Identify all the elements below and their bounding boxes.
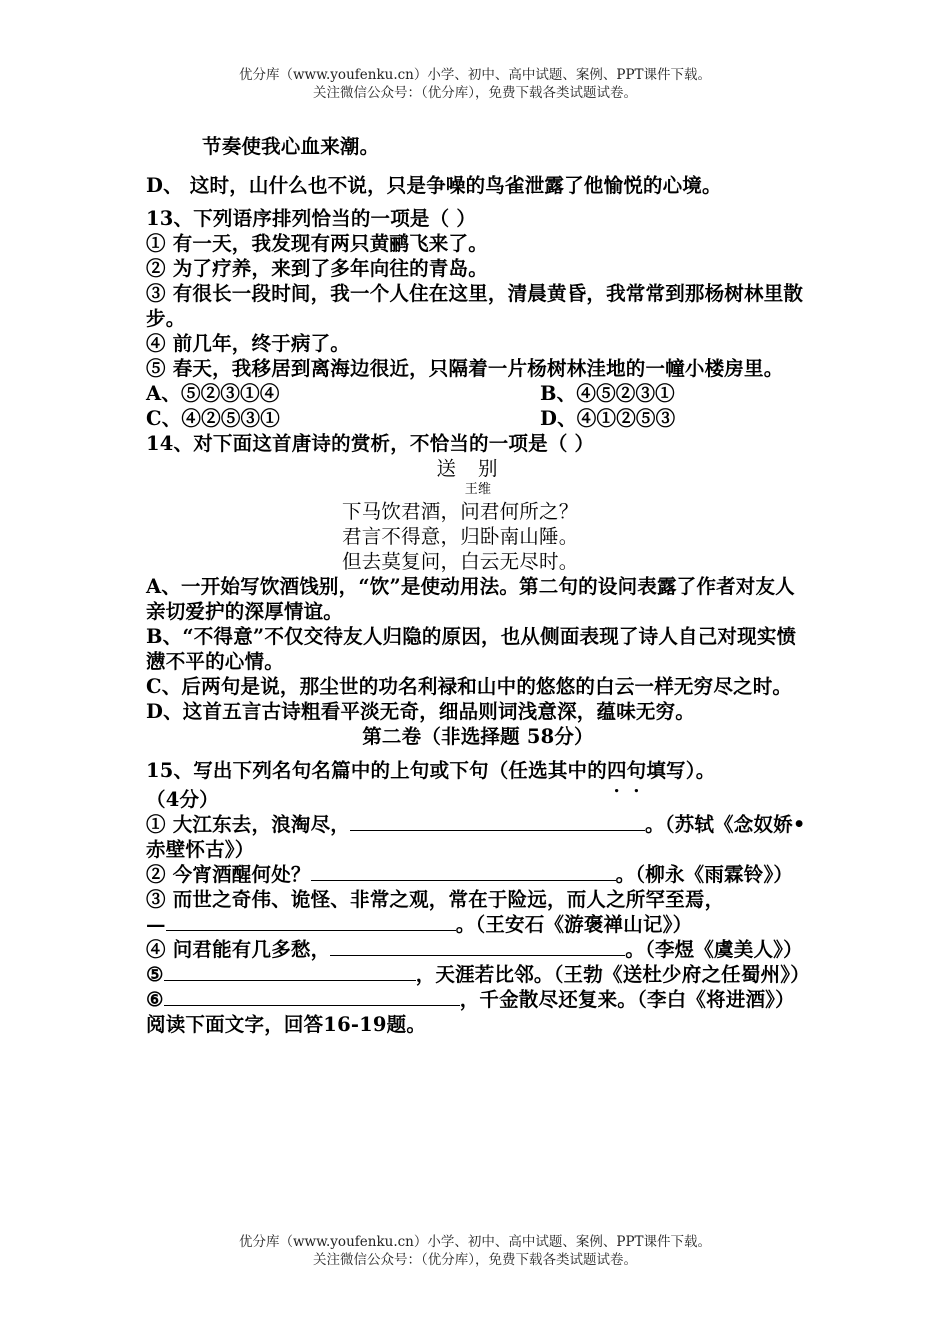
q15-score: （4分） [146, 788, 219, 811]
q13-option-a: A、⑤②③①④ [146, 382, 280, 405]
q13-item-4: ④ 前几年，终于病了。 [146, 332, 350, 355]
q14-option-b: B、“不得意”不仅交待友人归隐的原因，也从侧面表现了诗人自己对现实愤懑不平的心情。 [146, 625, 797, 673]
q15-item-1-pre: ① 大江东去，浪淘尽， [146, 813, 350, 836]
q15-item-6-post: ，千金散尽还复来。（李白《将进酒》） [459, 988, 795, 1011]
exam-content [146, 134, 810, 1037]
q12-option-d: D、 这时，山什么也不说，只是争噪的鸟雀泄露了他愉悦的心境。 [146, 174, 722, 197]
q15-item-4-post: 。（李煜《虞美人》） [625, 938, 803, 961]
poem-line-1: 下马饮君酒，问君何所之？ [342, 500, 579, 523]
answer-blank-4[interactable] [330, 937, 625, 956]
q13-option-c: C、④②⑤③① [146, 407, 280, 430]
q13-options-row-2 [146, 406, 810, 431]
answer-blank-1[interactable] [350, 812, 645, 831]
q15-item-2 [146, 862, 810, 887]
q15-item-3-line-1: ③ 而世之奇伟、诡怪、非常之观，常在于险远，而人之所罕至焉， [146, 888, 725, 911]
poem-line-2: 君言不得意，归卧南山陲。 [342, 525, 579, 548]
header-line-2: 关注微信公众号：（优分库），免费下载各类试题试卷。 [313, 85, 637, 101]
page-header [0, 66, 950, 102]
q15-item-6 [146, 987, 810, 1012]
q13-options-row-1 [146, 381, 810, 406]
poem-author: 王维 [464, 482, 492, 497]
q12-tail: 节奏使我心血来潮。 [202, 135, 380, 158]
q13-item-2: ② 为了疗养，来到了多年向往的青岛。 [146, 257, 488, 280]
q15-item-2-post: 。（柳永《雨霖铃》） [615, 863, 794, 886]
footer-line-1: 优分库（www.youfenku.cn）小学、初中、高中试题、案例、PPT课件下载。 [238, 1234, 712, 1250]
page-footer [0, 1233, 950, 1269]
q13-stem: 13、下列语序排列恰当的一项是（ ） [146, 207, 477, 230]
q13-option-d: D、④①②⑤③ [540, 407, 676, 430]
q15-item-1 [146, 812, 810, 862]
q15-item-2-pre: ② 今宵酒醒何处？ [146, 863, 311, 886]
q15-item-5 [146, 962, 810, 987]
q15-item-5-pre: ⑤ [146, 963, 164, 986]
q15-stem-emph-1: 四 [606, 759, 627, 782]
footer-line-2: 关注微信公众号：（优分库），免费下载各类试题试卷。 [313, 1252, 637, 1268]
q14-option-a: A、一开始写饮酒饯别，“饮”是使动用法。第二句的设问表露了作者对友人亲切爱护的深厚情谊。 [146, 575, 795, 623]
header-line-1: 优分库（www.youfenku.cn）小学、初中、高中试题、案例、PPT课件下载。 [238, 67, 712, 83]
q13-item-5: ⑤ 春天，我移居到离海边很近，只隔着一片杨树林洼地的一幢小楼房里。 [146, 357, 784, 380]
section-2-title: 第二卷（非选择题 58分） [362, 725, 594, 748]
q15-stem [146, 755, 810, 787]
q15-item-5-post: ，天涯若比邻。（王勃《送杜少府之任蜀州》） [415, 963, 810, 986]
q15-stem-before: 15、写出下列名句名篇中的上句或下句（任选其中的 [146, 759, 607, 782]
q14-option-c: C、后两句是说，那尘世的功名利禄和山中的悠悠的白云一样无穷尽之时。 [146, 675, 793, 698]
q13-option-b: B、④⑤②③① [540, 382, 675, 405]
poem-title: 送别 [436, 457, 520, 480]
answer-blank-3[interactable] [166, 912, 456, 931]
reading-intro: 阅读下面文字，回答16-19题。 [146, 1013, 427, 1036]
q15-item-4-pre: ④ 问君能有几多愁， [146, 938, 331, 961]
q15-stem-emph-2: 句 [626, 759, 647, 782]
q13-item-3: ③ 有很长一段时间，我一个人住在这里，清晨黄昏，我常常到那杨树林里散步。 [146, 282, 804, 330]
q15-item-4 [146, 937, 810, 962]
answer-blank-5[interactable] [164, 962, 416, 981]
answer-blank-6[interactable] [164, 987, 460, 1006]
q14-stem: 14、对下面这首唐诗的赏析，不恰当的一项是（ ） [146, 432, 595, 455]
q15-item-3-post: 。（王安石《游褒禅山记》） [455, 913, 693, 936]
answer-blank-2[interactable] [311, 862, 616, 881]
q15-stem-after: 填写）。 [646, 759, 716, 782]
q14-option-d: D、这首五言古诗粗看平淡无奇，细品则词浅意深，蕴味无穷。 [146, 700, 696, 723]
q15-item-6-pre: ⑥ [146, 988, 164, 1011]
poem-line-3: 但去莫复问，白云无尽时。 [342, 550, 579, 573]
q15-item-1-post: 。（苏轼《念奴娇•赤壁怀古》） [146, 813, 806, 861]
q15-item-3-dash: — [146, 913, 166, 936]
q13-item-1: ① 有一天，我发现有两只黄鹂飞来了。 [146, 232, 488, 255]
q15-item-3-line-2 [146, 912, 810, 937]
